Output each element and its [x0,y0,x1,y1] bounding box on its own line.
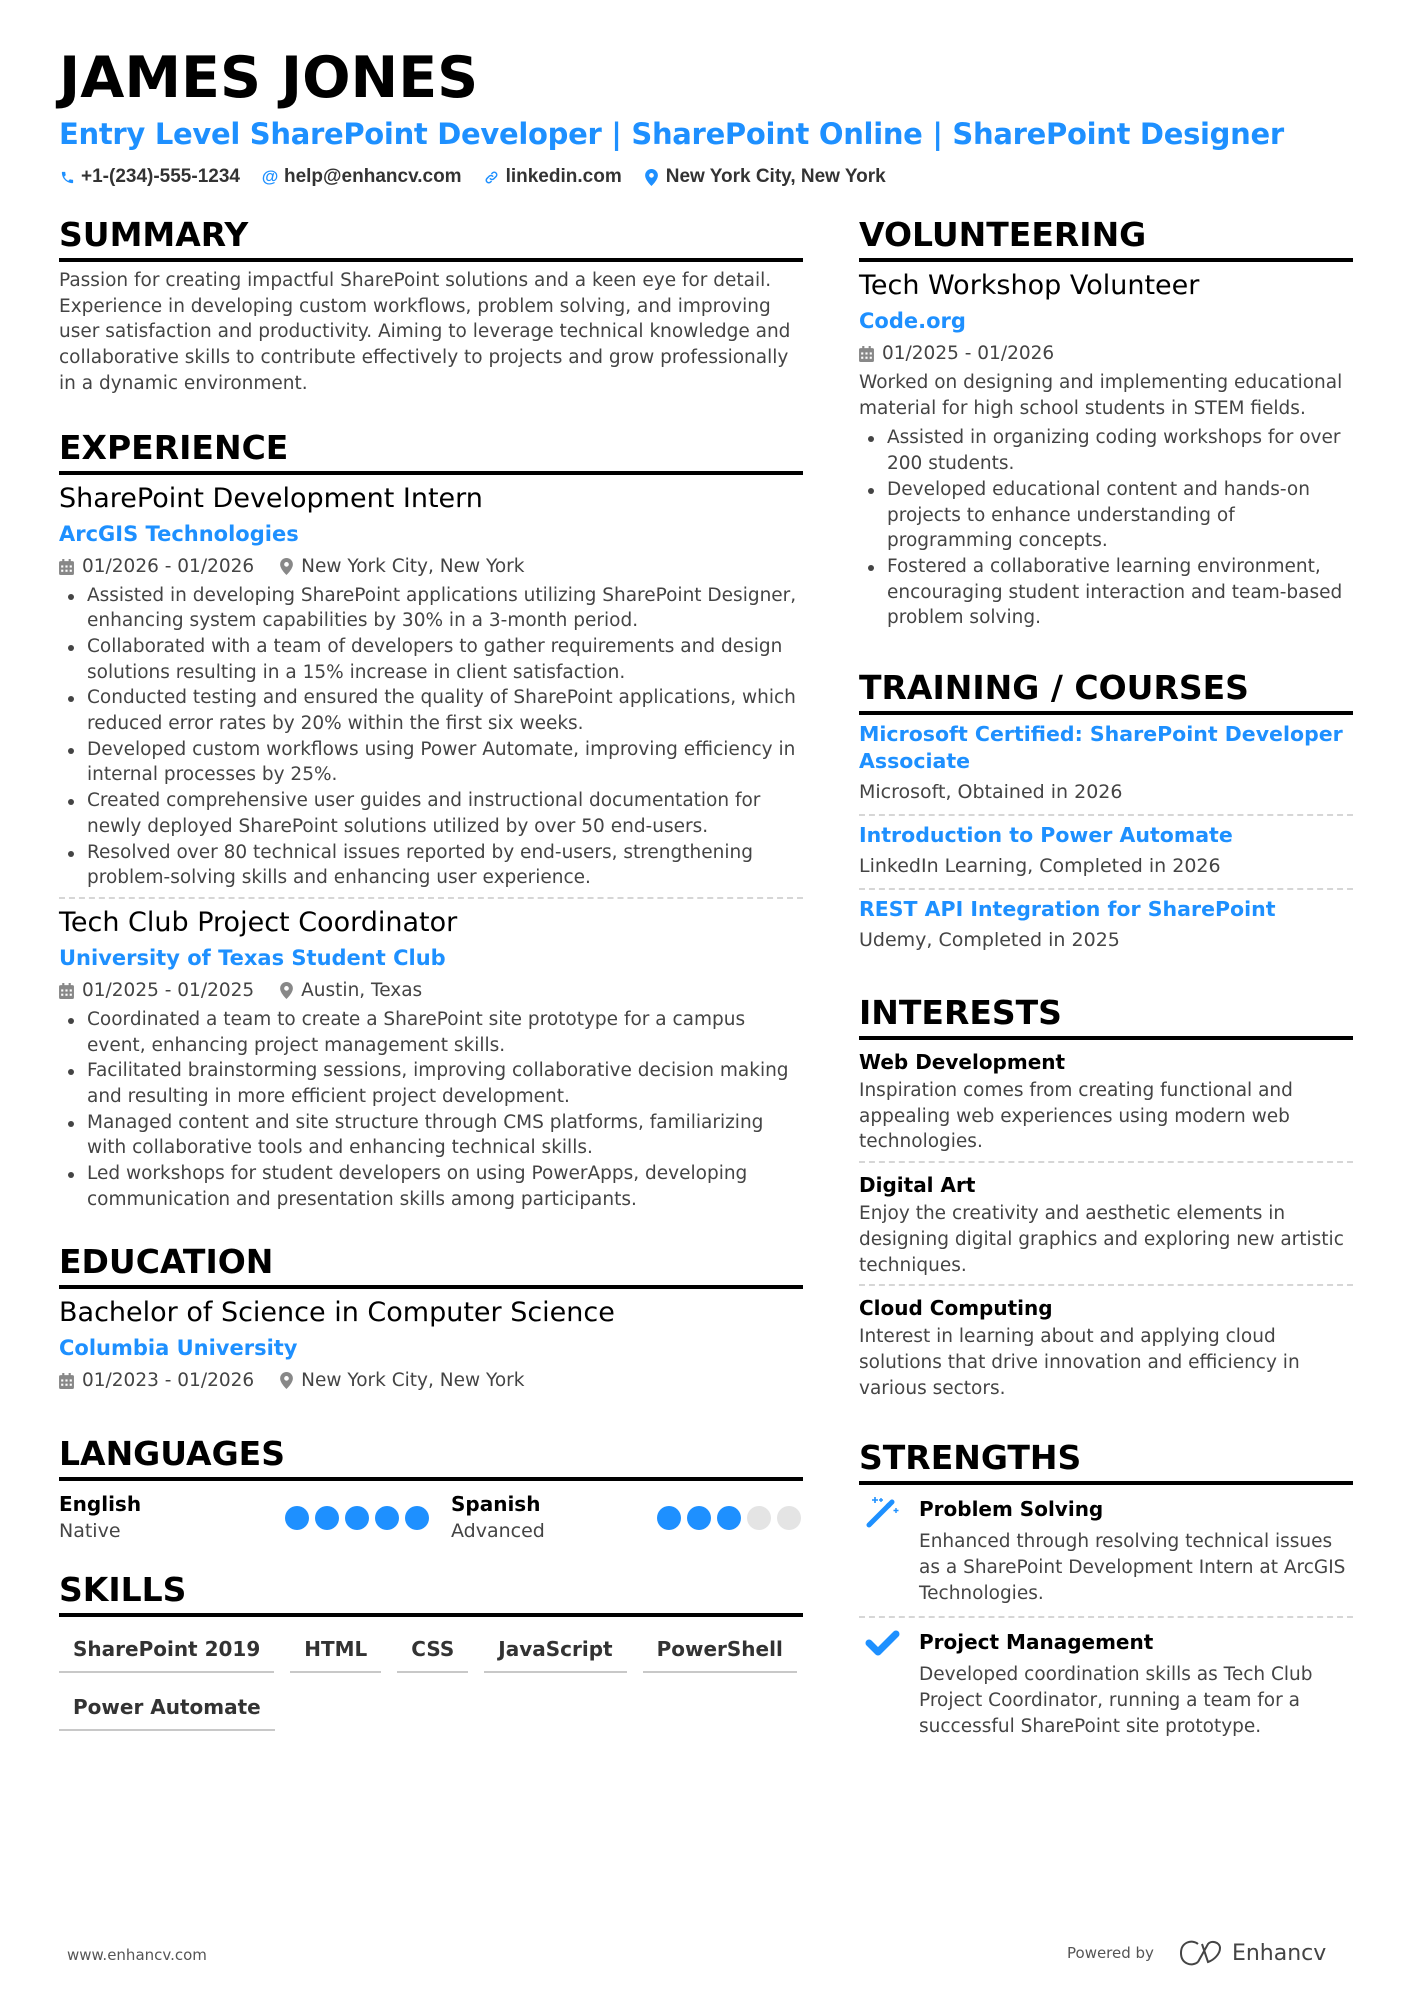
language-level: Advanced [451,1519,545,1542]
languages-section [59,1433,803,1545]
course-item [859,814,1353,888]
contact-linkedin[interactable] [484,166,622,188]
summary-text: Passion for creating impactful SharePoint solutions and a keen eye for detail. Experience in developing custom workflows, problem solving, and improving user satisfaction and productivity. Aiming to leverage technical knowledge and collaborative skills to contribute effectively to projects and grow professionally in a dynamic environment. [59,270,791,394]
calendar-icon [859,346,874,362]
volunteer-meta [859,338,1353,370]
job-bullets [59,583,803,891]
course-provider: Udemy, Completed in 2025 [859,929,1120,952]
bullet: Assisted in developing SharePoint applications utilizing SharePoint Designer, enhancing system capabilities by 30% in a 3-month period. [59,583,803,634]
volunteer-dates: 01/2025 - 01/2026 [882,343,1055,364]
contact-location [644,166,886,188]
location-pin-icon [280,982,293,999]
section-title-strengths: STRENGTHS [859,1437,1353,1485]
bullet: Fostered a collaborative learning environment, encouraging student interaction and team-based problem solving. [859,554,1353,631]
checkmark-icon [859,1626,919,1739]
enhancv-logo-icon [1178,1940,1224,1966]
course-item [859,715,1353,814]
degree: Bachelor of Science in Computer Science [59,1296,615,1328]
skill-tag: PowerShell [643,1629,797,1673]
rating-dot-filled [315,1506,339,1530]
language-item [431,1491,803,1545]
rating-dot-filled [687,1506,711,1530]
brand-name: Enhancv [1231,1940,1327,1966]
resume-header [59,44,1359,188]
link-icon [484,170,500,185]
volunteering-entry [859,262,1353,637]
candidate-title: Entry Level SharePoint Developer | SharePoint Online | SharePoint Designer [59,117,1284,151]
interest-item [859,1040,1353,1161]
interest-title: Cloud Computing [859,1296,1053,1321]
section-title-languages: LANGUAGES [59,1433,803,1481]
location-pin-icon [280,1372,293,1389]
bullet: Facilitated brainstorming sessions, improving collaborative decision making and resulting in more efficient project development. [59,1058,803,1109]
interest-title: Web Development [859,1050,1066,1075]
interest-text: Interest in learning about and applying cloud solutions that drive innovation and efficiency in various sectors. [859,1326,1300,1399]
location-text: New York City, New York [665,166,886,187]
job-bullets [59,1007,803,1213]
language-name: Spanish [451,1491,541,1516]
interest-item [859,1284,1353,1407]
language-level: Native [59,1519,121,1542]
job-dates: 01/2025 - 01/2025 [82,979,255,1001]
bullet: Conducted testing and ensured the quality of SharePoint applications, which reduced error rates by 20% within the first six weeks. [59,685,803,736]
volunteer-description: Worked on designing and implementing educational material for high school students in STEM fields. [859,372,1343,419]
section-title-experience: EXPERIENCE [59,427,803,475]
section-title-interests: INTERESTS [859,992,1353,1040]
course-provider: Microsoft, Obtained in 2026 [859,781,1123,804]
experience-entry [59,897,803,1219]
skill-tag: CSS [397,1629,468,1673]
course-title: Introduction to Power Automate [859,823,1233,848]
contact-bar [59,166,1359,188]
strengths-section [859,1437,1353,1749]
company-name: University of Texas Student Club [59,945,446,970]
interest-title: Digital Art [859,1173,976,1198]
skills-list [59,1629,803,1731]
email-text: help@enhancv.com [283,166,462,187]
rating-dot-empty [747,1506,771,1530]
page-footer [0,1940,1410,1970]
section-title-skills: SKILLS [59,1569,803,1617]
bullet: Resolved over 80 technical issues reported by end-users, strengthening problem-solving skills and enhancing user experience. [59,840,803,891]
bullet: Created comprehensive user guides and instructional documentation for newly deployed SharePoint solutions utilized by over 50 end-users. [59,788,803,839]
strength-title: Project Management [919,1630,1154,1655]
calendar-icon [59,983,74,999]
language-name: English [59,1491,142,1516]
bullet: Led workshops for student developers on using PowerApps, developing communication and presentation skills among participants. [59,1161,803,1212]
skills-section [59,1569,803,1731]
education-section [59,1241,803,1403]
volunteer-org: Code.org [859,309,966,333]
volunteer-bullets [859,425,1353,631]
education-entry [59,1289,803,1403]
job-dates: 01/2026 - 01/2026 [82,555,255,577]
section-title-education: EDUCATION [59,1241,803,1289]
rating-dot-filled [285,1506,309,1530]
training-section [859,667,1353,962]
job-location: New York City, New York [301,555,525,577]
bullet: Developed custom workflows using Power Automate, improving efficiency in internal processes by 25%. [59,737,803,788]
magic-wand-icon [859,1493,919,1606]
contact-phone[interactable] [59,166,240,188]
language-rating [657,1491,801,1545]
strength-text: Developed coordination skills as Tech Club Project Coordinator, running a team for a successful SharePoint site prototype. [919,1664,1313,1737]
bullet: Collaborated with a team of developers to gather requirements and design solutions resulting in a 15% increase in client satisfaction. [59,634,803,685]
skill-tag: Power Automate [59,1687,275,1731]
education-location: New York City, New York [301,1369,525,1391]
location-pin-icon [644,169,660,186]
experience-entry [59,475,803,897]
strength-title: Problem Solving [919,1497,1104,1522]
language-rating [285,1491,429,1545]
strength-item [859,1616,1353,1749]
section-title-volunteering: VOLUNTEERING [859,214,1353,262]
summary-section [59,214,803,397]
rating-dot-filled [717,1506,741,1530]
volunteer-role: Tech Workshop Volunteer [859,270,1200,301]
education-dates: 01/2023 - 01/2026 [82,1369,255,1391]
rating-dot-filled [345,1506,369,1530]
company-name: ArcGIS Technologies [59,521,299,546]
job-meta [59,975,803,1007]
section-title-training: TRAINING / COURSES [859,667,1353,715]
job-title: Tech Club Project Coordinator [59,906,458,938]
footer-branding [1067,1940,1326,1966]
course-item [859,888,1353,962]
strength-item [859,1485,1353,1616]
course-provider: LinkedIn Learning, Completed in 2026 [859,855,1221,878]
job-title: SharePoint Development Intern [59,482,483,514]
interest-text: Inspiration comes from creating functional and appealing web experiences using modern web technologies. [859,1080,1293,1153]
contact-email[interactable] [262,166,462,188]
rating-dot-empty [777,1506,801,1530]
left-column [59,214,803,1761]
rating-dot-filled [375,1506,399,1530]
phone-icon [59,170,75,185]
bullet: Managed content and site structure through CMS platforms, familiarizing with collaborative tools and enhancing technical skills. [59,1110,803,1161]
experience-section [59,427,803,1219]
calendar-icon [59,559,74,575]
calendar-icon [59,1373,74,1389]
strength-text: Enhanced through resolving technical issues as a SharePoint Development Intern at ArcGIS Technologies. [919,1531,1346,1604]
job-meta [59,551,803,583]
interest-text: Enjoy the creativity and aesthetic elements in designing digital graphics and exploring new artistic techniques. [859,1203,1344,1276]
bullet: Coordinated a team to create a SharePoint site prototype for a campus event, enhancing project management skills. [59,1007,803,1058]
interest-item [859,1161,1353,1284]
linkedin-text: linkedin.com [505,166,622,187]
section-title-summary: SUMMARY [59,214,803,262]
rating-dot-filled [657,1506,681,1530]
school-name: Columbia University [59,1335,298,1360]
footer-website[interactable]: www.enhancv.com [67,1946,207,1964]
course-title: REST API Integration for SharePoint [859,897,1276,922]
candidate-name: JAMES JONES [59,45,479,111]
skill-tag: SharePoint 2019 [59,1629,274,1673]
location-pin-icon [280,558,293,575]
at-icon: @ [261,167,279,186]
bullet: Developed educational content and hands-on projects to enhance understanding of programming concepts. [859,477,1353,554]
skill-tag: JavaScript [484,1629,626,1673]
enhancv-logo[interactable] [1178,1940,1326,1966]
phone-text: +1-(234)-555-1234 [81,166,240,187]
bullet: Assisted in organizing coding workshops for over 200 students. [859,425,1353,476]
right-column [859,214,1353,1780]
education-meta [59,1365,803,1397]
course-title: Microsoft Certified: SharePoint Developer Associate [859,722,1343,774]
interests-section [859,992,1353,1407]
volunteering-section [859,214,1353,637]
language-item [59,1491,431,1545]
job-location: Austin, Texas [301,979,423,1001]
rating-dot-filled [405,1506,429,1530]
skill-tag: HTML [290,1629,381,1673]
powered-by-label: Powered by [1067,1944,1154,1962]
